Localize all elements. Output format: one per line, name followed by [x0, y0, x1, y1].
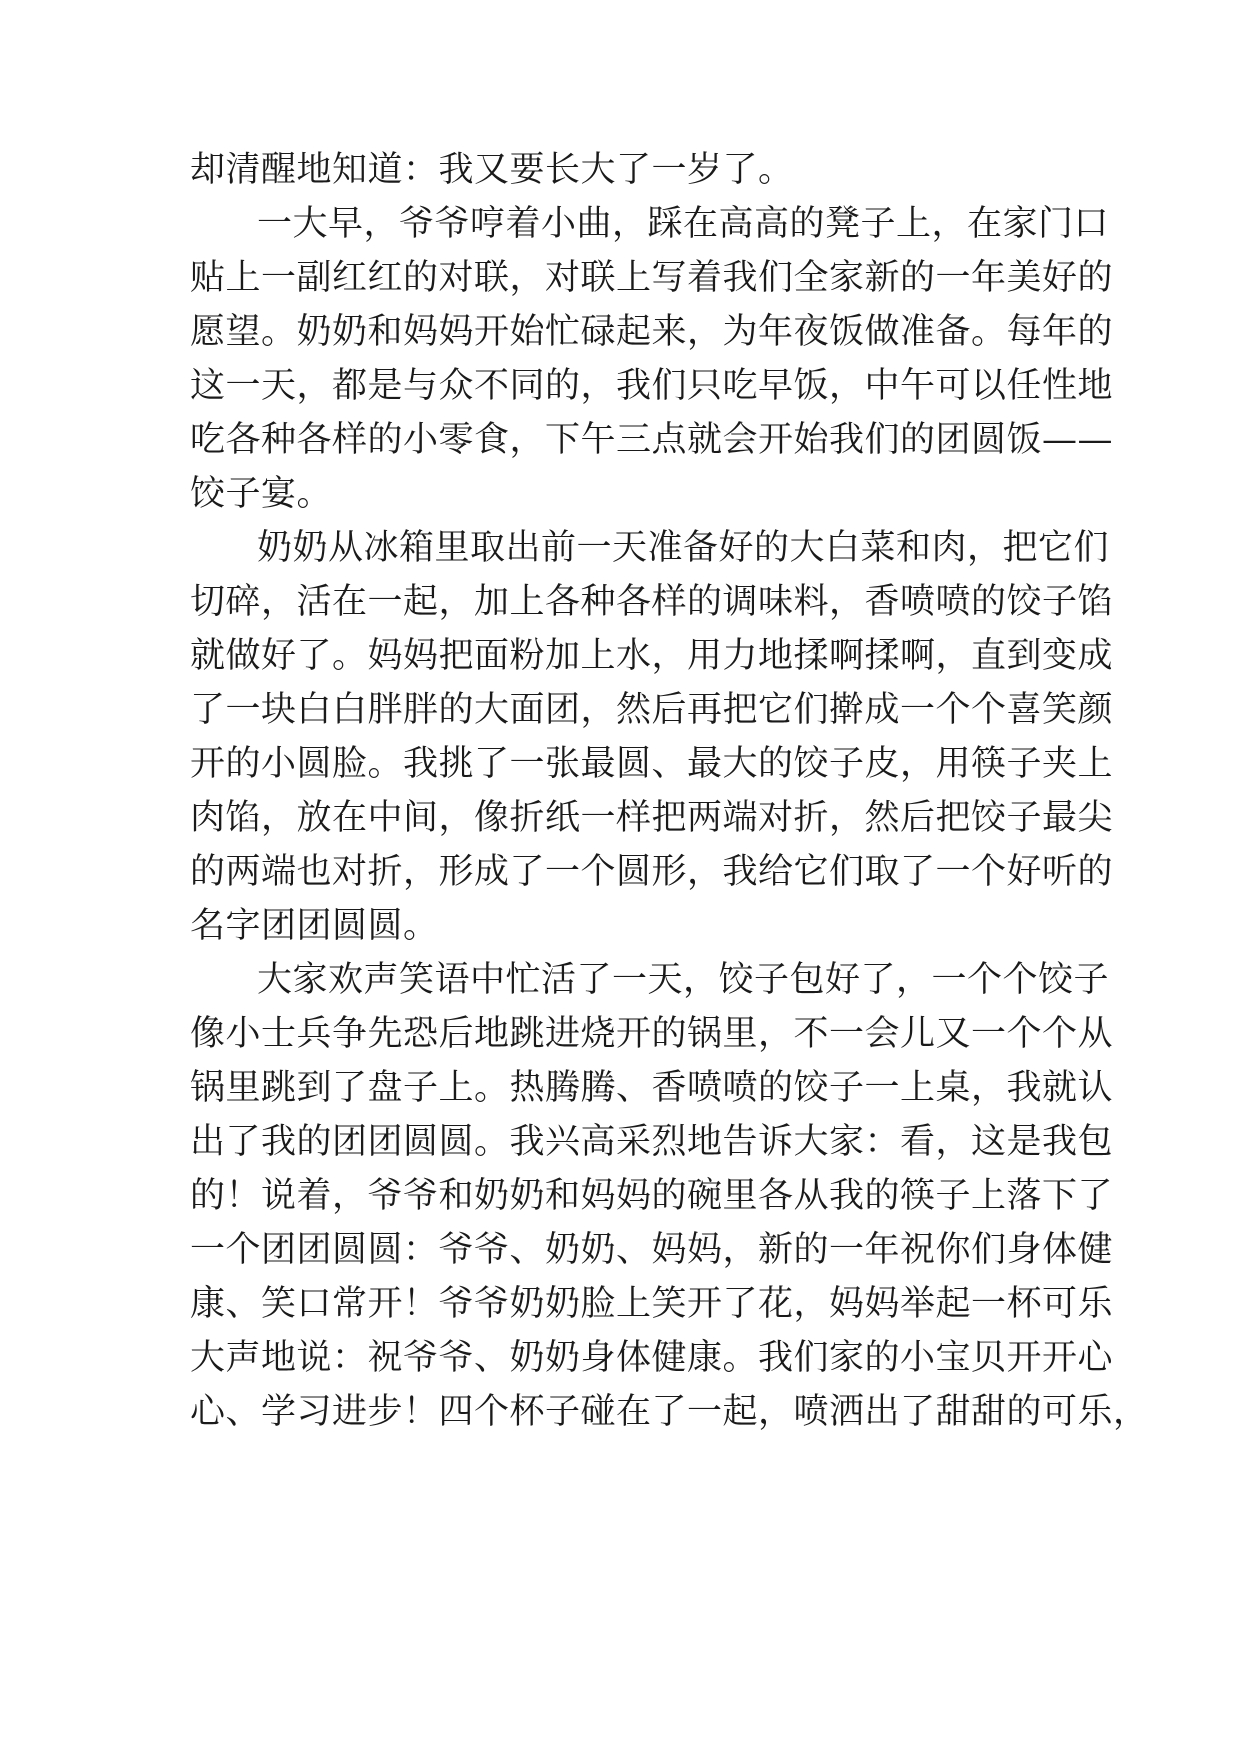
text-line: 大声地说：祝爷爷、奶奶身体健康。我们家的小宝贝开开心 [190, 1338, 1114, 1378]
text-line: 这一天，都是与众不同的，我们只吃早饭，中午可以任性地 [190, 366, 1114, 406]
text-line: 却清醒地知道：我又要长大了一岁了。 [190, 150, 794, 190]
text-line: 开的小圆脸。我挑了一张最圆、最大的饺子皮，用筷子夹上 [190, 744, 1114, 784]
text-line: 一个团团圆圆：爷爷、奶奶、妈妈，新的一年祝你们身体健 [190, 1230, 1114, 1270]
text-line: 了一块白白胖胖的大面团，然后再把它们擀成一个个喜笑颜 [190, 690, 1114, 730]
text-line: 锅里跳到了盘子上。热腾腾、香喷喷的饺子一上桌，我就认 [190, 1068, 1114, 1108]
text-line: 切碎，活在一起，加上各种各样的调味料，香喷喷的饺子馅 [190, 582, 1114, 622]
paragraph-first-line: 奶奶从冰箱里取出前一天准备好的大白菜和肉，把它们 [257, 528, 1110, 568]
text-line: 的两端也对折，形成了一个圆形，我给它们取了一个好听的 [190, 852, 1114, 892]
paragraph-first-line: 一大早，爷爷哼着小曲，踩在高高的凳子上，在家门口 [257, 204, 1110, 244]
text-line: 贴上一副红红的对联，对联上写着我们全家新的一年美好的 [190, 258, 1114, 298]
text-line: 就做好了。妈妈把面粉加上水，用力地揉啊揉啊，直到变成 [190, 636, 1114, 676]
text-line: 饺子宴。 [190, 474, 333, 514]
text-line: 像小士兵争先恐后地跳进烧开的锅里，不一会儿又一个个从 [190, 1014, 1114, 1054]
text-line: 名字团团圆圆。 [190, 906, 439, 946]
text-line: 心、学习进步！四个杯子碰在了一起，喷洒出了甜甜的可乐， [190, 1392, 1149, 1432]
text-line: 的！说着，爷爷和奶奶和妈妈的碗里各从我的筷子上落下了 [190, 1176, 1114, 1216]
text-line: 肉馅，放在中间，像折纸一样把两端对折，然后把饺子最尖 [190, 798, 1114, 838]
text-line: 吃各种各样的小零食，下午三点就会开始我们的团圆饭—— [190, 420, 1114, 460]
text-line: 康、笑口常开！爷爷奶奶脸上笑开了花，妈妈举起一杯可乐 [190, 1284, 1114, 1324]
text-line: 出了我的团团圆圆。我兴高采烈地告诉大家：看，这是我包 [190, 1122, 1114, 1162]
text-line: 愿望。奶奶和妈妈开始忙碌起来，为年夜饭做准备。每年的 [190, 312, 1114, 352]
paragraph-first-line: 大家欢声笑语中忙活了一天，饺子包好了，一个个饺子 [257, 960, 1110, 1000]
